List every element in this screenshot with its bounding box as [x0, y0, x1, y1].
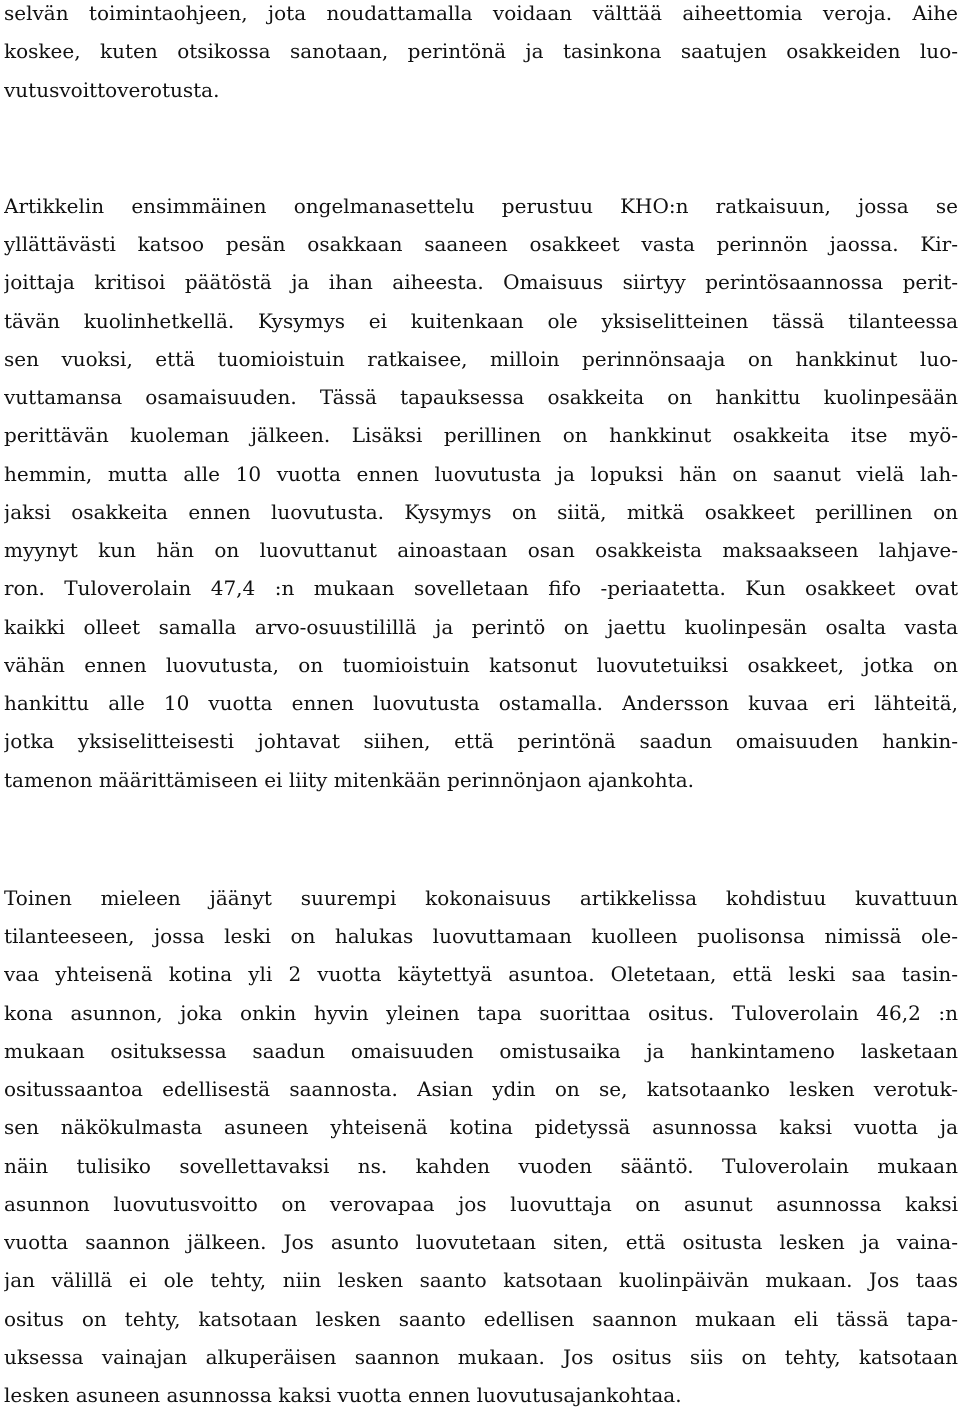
text-line: hemmin, mutta alle 10 vuotta ennen luovutusta ja lopuksi hän on saanut vielä lah-: [4, 461, 958, 486]
text-line: vuttamansa osamaisuuden. Tässä tapauksessa osakkeita on hankittu kuolinpesään: [4, 385, 958, 409]
text-line: lesken asuneen asunnossa kaksi vuotta ennen luovutusajankohtaa.: [4, 1383, 682, 1407]
text-line: perittävän kuoleman jälkeen. Lisäksi perillinen on hankkinut osakkeita itse myö-: [4, 423, 958, 448]
text-line: sen vuoksi, että tuomioistuin ratkaisee, milloin perinnönsaaja on hankkinut luo-: [4, 346, 958, 371]
text-line: myynyt kun hän on luovuttanut ainoastaan osan osakkeista maksaakseen lahjave-: [4, 538, 958, 562]
paragraph-spacer: [4, 799, 958, 879]
text-line: Toinen mieleen jäänyt suurempi kokonaisuus artikkelissa kohdistuu kuvattuun: [4, 885, 958, 910]
text-line: jan välillä ei ole tehty, niin lesken saanto katsotaan kuolinpäivän mukaan. Jos taas: [4, 1268, 958, 1293]
paragraph-3: [4, 879, 958, 1414]
text-line: vutusvoittoverotusta.: [4, 77, 220, 102]
text-line: vuotta saannon jälkeen. Jos asunto luovutetaan siten, että ositusta lesken ja vaina-: [4, 1230, 958, 1254]
text-line: tilanteeseen, jossa leski on halukas luovuttamaan kuolleen puolisonsa nimissä ole-: [4, 924, 958, 948]
text-line: vaa yhteisenä kotina yli 2 vuotta käytettyä asuntoa. Oletetaan, että leski saa tasin-: [4, 962, 958, 987]
text-line: asunnon luovutusvoitto on verovapaa jos luovuttaja on asunut asunnossa kaksi: [4, 1191, 958, 1216]
paragraph-1: [4, 0, 958, 109]
document-page: [4, 0, 958, 1414]
text-line: hankittu alle 10 vuotta ennen luovutusta ostamalla. Andersson kuvaa eri lähteitä,: [4, 691, 958, 715]
text-line: vähän ennen luovutusta, on tuomioistuin katsonut luovutetuiksi osakkeet, jotka on: [4, 652, 958, 677]
text-line: näin tulisiko sovellettavaksi ns. kahden vuoden sääntö. Tuloverolain mukaan: [4, 1153, 958, 1178]
text-line: selvän toimintaohjeen, jota noudattamalla voidaan välttää aiheettomia veroja. Aihe: [4, 1, 958, 25]
text-line: sen näkökulmasta asuneen yhteisenä kotina pidetyssä asunnossa kaksi vuotta ja: [4, 1115, 958, 1140]
text-line: joittaja kritisoi päätöstä ja ihan aiheesta. Omaisuus siirtyy perintösaannossa perit-: [4, 270, 958, 295]
text-line: kona asunnon, joka onkin hyvin yleinen tapa suorittaa ositus. Tuloverolain 46,2 :n: [4, 1000, 958, 1025]
paragraph-2: [4, 187, 958, 799]
text-line: jotka yksiselitteisesti johtavat siihen, että perintönä saadun omaisuuden hankin-: [4, 729, 958, 754]
text-line: tamenon määrittämiseen ei liity mitenkään perinnönjaon ajankohta.: [4, 767, 694, 792]
text-line: ositus on tehty, katsotaan lesken saanto edellisen saannon mukaan eli tässä tapa-: [4, 1306, 958, 1331]
text-line: Artikkelin ensimmäinen ongelmanasettelu perustuu KHO:n ratkaisuun, jossa se: [4, 193, 958, 218]
text-line: tävän kuolinhetkellä. Kysymys ei kuitenkaan ole yksiselitteinen tässä tilanteessa: [4, 308, 958, 333]
text-line: mukaan osituksessa saadun omaisuuden omistusaika ja hankintameno lasketaan: [4, 1038, 958, 1063]
text-line: yllättävästi katsoo pesän osakkaan saaneen osakkeet vasta perinnön jaossa. Kir-: [4, 232, 958, 256]
text-line: kaikki olleet samalla arvo-osuustilillä ja perintö on jaettu kuolinpesän osalta vasta: [4, 614, 958, 639]
text-line: ron. Tuloverolain 47,4 :n mukaan sovelletaan fifo -periaatetta. Kun osakkeet ovat: [4, 576, 958, 601]
paragraph-spacer: [4, 109, 958, 187]
text-line: ositussaantoa edellisestä saannosta. Asian ydin on se, katsotaanko lesken verotuk-: [4, 1077, 958, 1101]
text-line: jaksi osakkeita ennen luovutusta. Kysymys on siitä, mitkä osakkeet perillinen on: [4, 499, 958, 524]
text-line: uksessa vainajan alkuperäisen saannon mukaan. Jos ositus siis on tehty, katsotaan: [4, 1344, 958, 1369]
text-line: koskee, kuten otsikossa sanotaan, perintönä ja tasinkona saatujen osakkeiden luo-: [4, 39, 958, 64]
